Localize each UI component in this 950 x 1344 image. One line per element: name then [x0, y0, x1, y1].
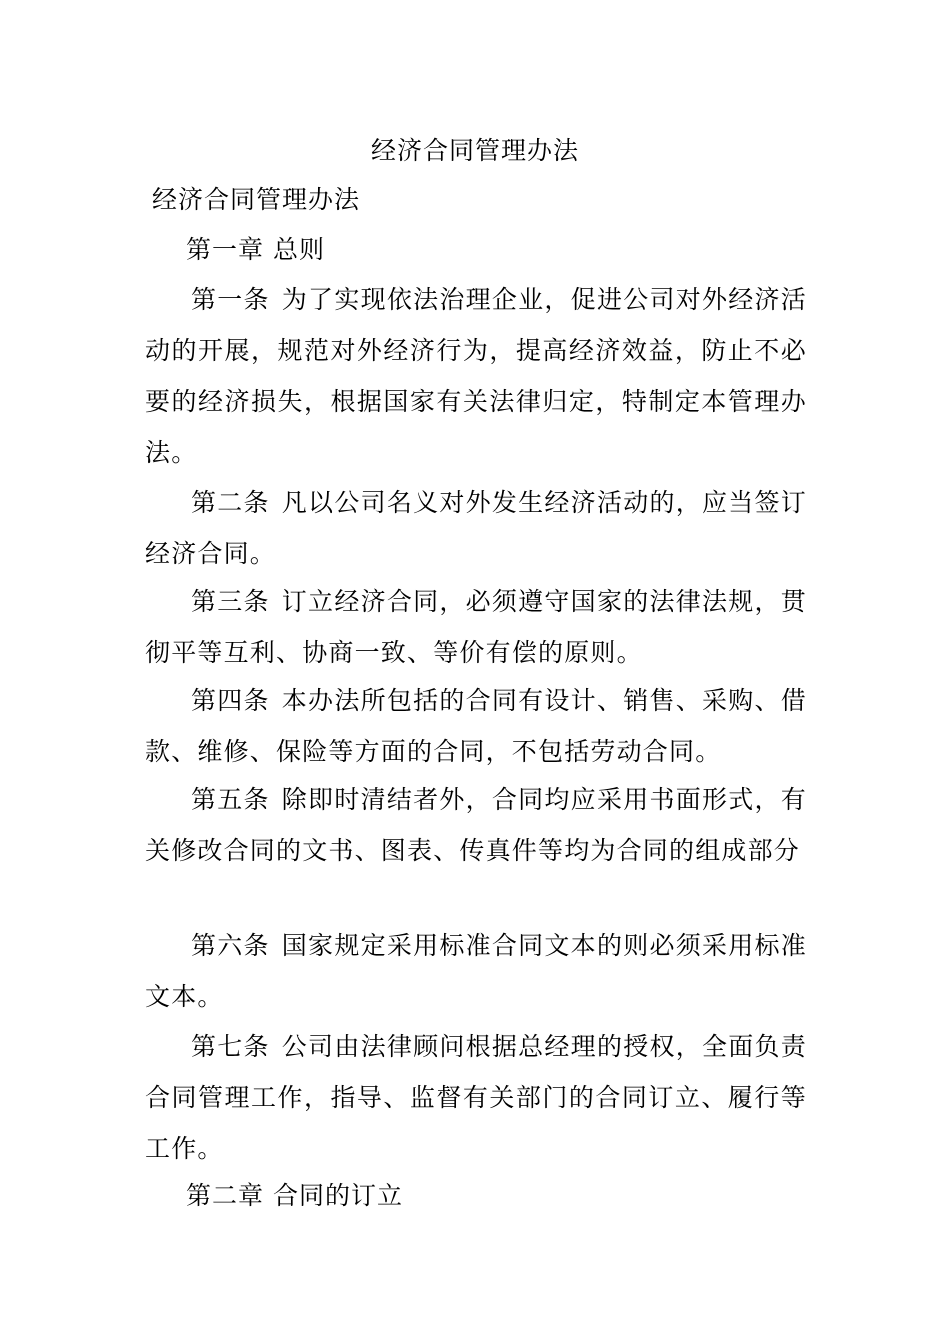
- article-text: 本办法所包括的合同有设计、销售、采购、借款、维修、保险等方面的合同，不包括劳动合同。: [145, 686, 807, 766]
- article-7: [145, 1021, 807, 1174]
- article-2: [145, 477, 807, 579]
- document-title: 经济合同管理办法: [370, 136, 579, 165]
- article-number: 第一条: [191, 285, 270, 314]
- article-text: 除即时清结者外，合同均应采用书面形式，有关修改合同的文书、图表、传真件等均为合同的组成部分: [145, 785, 807, 865]
- article-number: 第三条: [191, 587, 270, 616]
- document-subtitle: 经济合同管理办法: [152, 185, 361, 214]
- article-3: [145, 576, 807, 678]
- article-number: 第四条: [191, 686, 270, 715]
- article-text: 公司由法律顾问根据总经理的授权，全面负责合同管理工作，指导、监督有关部门的合同订立、履行等工作。: [145, 1032, 807, 1163]
- article-number: 第五条: [191, 785, 270, 814]
- article-4: [145, 675, 807, 777]
- article-5: [145, 774, 807, 876]
- chapter-heading-2: 第二章 合同的订立: [186, 1181, 403, 1210]
- article-text: 国家规定采用标准合同文本的则必须采用标准文本。: [145, 931, 807, 1011]
- article-number: 第七条: [191, 1032, 270, 1061]
- article-text: 订立经济合同，必须遵守国家的法律法规，贯彻平等互利、协商一致、等价有偿的原则。: [145, 587, 807, 667]
- article-1: [145, 274, 807, 478]
- article-6: [145, 920, 807, 1022]
- article-number: 第二条: [191, 488, 270, 517]
- chapter-heading-1: 第一章 总则: [186, 235, 325, 264]
- article-text: 为了实现依法治理企业，促进公司对外经济活动的开展，规范对外经济行为，提高经济效益，防止不必要的经济损失，根据国家有关法律归定，特制定本管理办法。: [145, 285, 807, 467]
- article-number: 第六条: [191, 931, 270, 960]
- article-text: 凡以公司名义对外发生经济活动的，应当签订经济合同。: [145, 488, 807, 568]
